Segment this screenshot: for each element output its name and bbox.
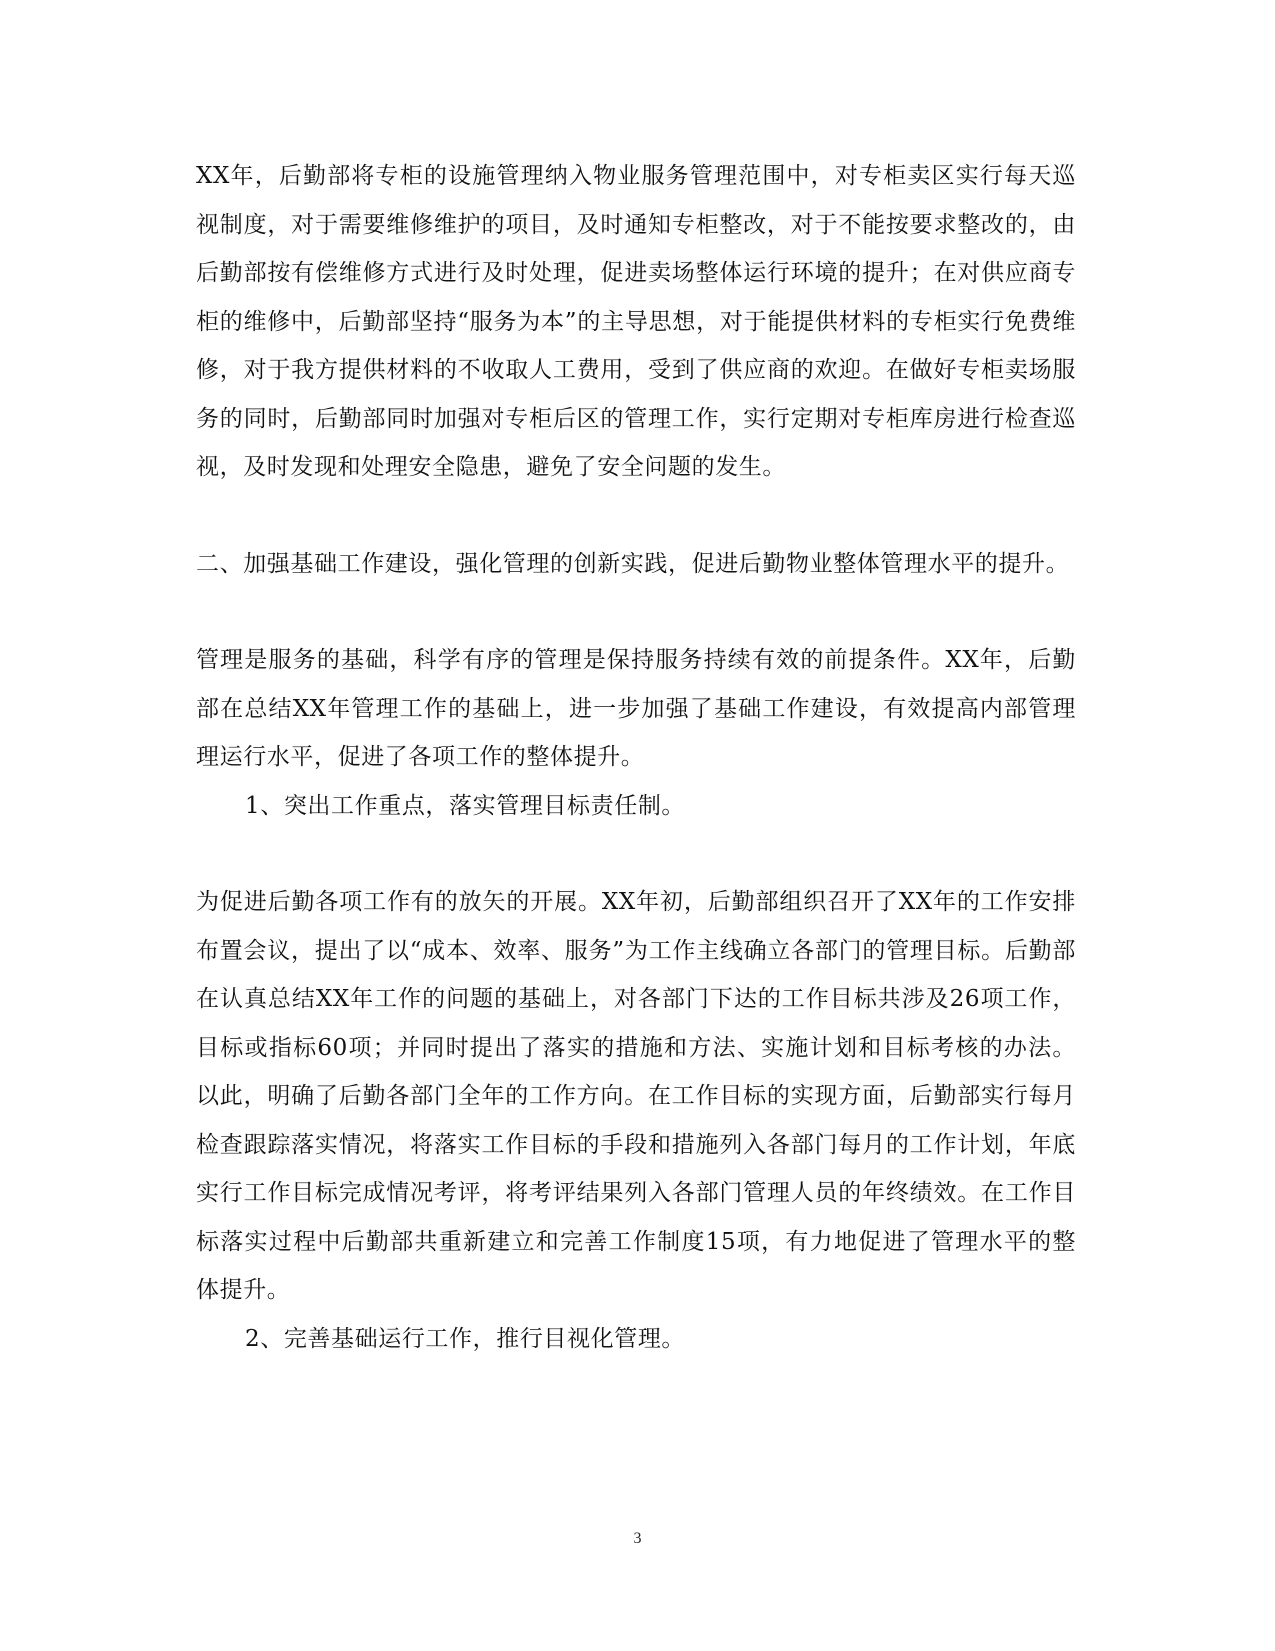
paragraph-target-responsibility: 为促进后勤各项工作有的放矢的开展。XX年初，后勤部组织召开了XX年的工作安排布置会议，提出了以“成本、效率、服务”为工作主线确立各部门的管理目标。后勤部在认真总结XX年工作的问题的基础上，对各部门下达的工作目标共涉及26项工作，目标或指标60项；并同时提出了落实的措施和方法、实施计划和目标考核的办法。以此，明确了后勤各部门全年的工作方向。在工作目标的实现方面，后勤部实行每月检查跟踪落实情况，将落实工作目标的手段和措施列入各部门每月的工作计划，年底实行工作目标完成情况考评，将考评结果列入各部门管理人员的年终绩效。在工作目标落实过程中后勤部共重新建立和完善工作制度15项，有力地促进了管理水平的整体提升。 — [196, 889, 1076, 1303]
page-number: 3 — [633, 1530, 642, 1547]
section-heading-two: 二、加强基础工作建设，强化管理的创新实践，促进后勤物业整体管理水平的提升。 — [196, 550, 1070, 577]
subheading-two: 2、完善基础运行工作，推行目视化管理。 — [245, 1325, 686, 1352]
paragraph-management-foundation: 管理是服务的基础，科学有序的管理是保持服务持续有效的前提条件。XX年，后勤部在总结XX年管理工作的基础上，进一步加强了基础工作建设，有效提高内部管理理运行水平，促进了各项工作的整体提升。 — [196, 647, 1076, 770]
document-body — [196, 152, 1076, 1363]
paragraph-specialty-counter-maintenance: XX年，后勤部将专柜的设施管理纳入物业服务管理范围中，对专柜卖区实行每天巡视制度，对于需要维修维护的项目，及时通知专柜整改，对于不能按要求整改的，由后勤部按有偿维修方式进行及时处理，促进卖场整体运行环境的提升；在对供应商专柜的维修中，后勤部坚持“服务为本”的主导思想，对于能提供材料的专柜实行免费维修，对于我方提供材料的不收取人工费用，受到了供应商的欢迎。在做好专柜卖场服务的同时，后勤部同时加强对专柜后区的管理工作，实行定期对专柜库房进行检查巡视，及时发现和处理安全隐患，避免了安全问题的发生。 — [196, 163, 1076, 480]
subheading-one: 1、突出工作重点，落实管理目标责任制。 — [245, 792, 686, 819]
